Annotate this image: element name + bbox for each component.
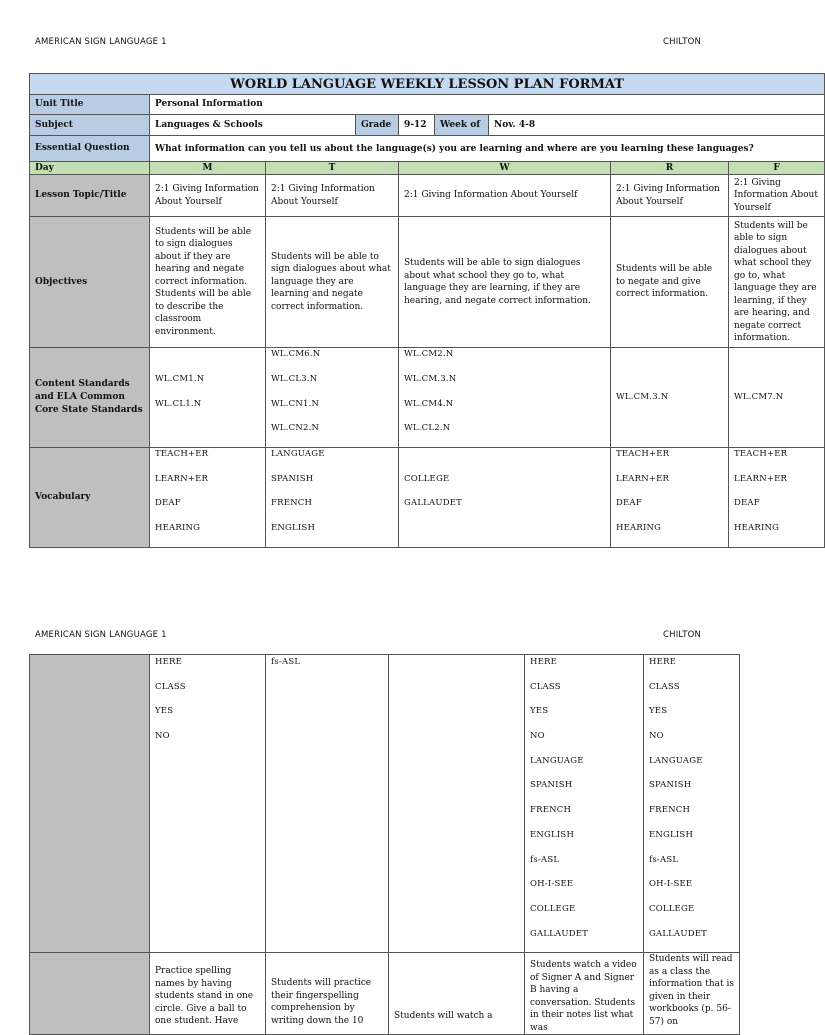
standard-item: WL.CL2.N <box>404 423 451 434</box>
standard-item: WL.CL1.N <box>155 398 202 409</box>
objective-w: Students will be able to sign dialogues about what school they go to, what language they are learning, if they are hearing, and negate correct information. <box>399 217 611 348</box>
vocab-item: COLLEGE <box>649 903 695 914</box>
vocab-item: OH-I-SEE <box>530 879 574 890</box>
topic-t: 2:1 Giving Information About Yourself <box>266 175 399 217</box>
vocabulary-label-continued <box>30 655 150 953</box>
activity-f: Students will read as a class the information that is given in their workbooks (p. 56-57) on <box>644 953 740 1035</box>
vocab-w <box>399 448 611 548</box>
vocab-item: FRENCH <box>530 805 572 816</box>
standard-item: WL.CN2.N <box>271 423 320 434</box>
objective-m: Students will be able to sign dialogues about if they are hearing and negate correct information. Students will be able to describe the classroom environment. <box>150 217 266 348</box>
lesson-plan-table <box>29 73 825 548</box>
vocab-item: NO <box>649 731 664 742</box>
grade-value: 9-12 <box>399 115 435 136</box>
vocab-item: FRENCH <box>271 498 313 509</box>
vocab-item: TEACH+ER <box>616 449 670 459</box>
standard-item: WL.CM6.N <box>271 349 321 360</box>
standard-item: WL.CM.3.N <box>404 373 457 384</box>
essential-question-value: What information can you tell us about the language(s) you are learning and where are you learning these languages? <box>150 136 825 162</box>
day-header-r: R <box>611 162 729 175</box>
activity-t: Students will practice their fingerspelling comprehension by writing down the 10 <box>266 953 389 1035</box>
activity-w: Students will watch a <box>389 953 525 1035</box>
standards-r: WL.CM.3.N <box>611 348 729 448</box>
page2-header-left: AMERICAN SIGN LANGUAGE 1 <box>35 630 167 640</box>
vocab-item: NO <box>155 731 170 742</box>
vocab-item: CLASS <box>530 681 561 692</box>
vocab-item: ENGLISH <box>271 523 316 534</box>
standard-item: WL.CM1.N <box>155 373 205 384</box>
page-header-right: CHILTON <box>663 37 702 47</box>
plan-title: WORLD LANGUAGE WEEKLY LESSON PLAN FORMAT <box>30 74 825 95</box>
day-label: Day <box>30 162 150 175</box>
unit-title-label: Unit Title <box>30 95 150 115</box>
week-value: Nov. 4-8 <box>489 115 825 136</box>
objectives-label: Objectives <box>30 217 150 348</box>
vocab-item: HERE <box>649 657 677 667</box>
standards-t <box>266 348 399 448</box>
objective-t: Students will be able to sign dialogues about what language they are learning and negate correct information. <box>266 217 399 348</box>
vocab-item: TEACH+ER <box>734 449 788 459</box>
standard-item: WL.CN1.N <box>271 398 320 409</box>
vocab-item: YES <box>649 706 668 717</box>
topic-f: 2:1 Giving Information About Yourself <box>729 175 825 217</box>
vocab-item: HERE <box>530 657 558 667</box>
vocab-item: HEARING <box>155 523 201 534</box>
vocab-item: CLASS <box>649 681 680 692</box>
lesson-plan-table-continued <box>29 654 740 1035</box>
activity-m: Practice spelling names by having students stand in one circle. Give a ball to one student. Have <box>150 953 266 1035</box>
vocab-item: LANGUAGE <box>271 449 325 459</box>
vocab2-t <box>266 655 389 953</box>
subject-value: Languages & Schools <box>150 115 356 136</box>
vocab-item: COLLEGE <box>404 473 450 484</box>
vocab-item: FRENCH <box>649 805 691 816</box>
vocab-f <box>729 448 825 548</box>
vocab-item: SPANISH <box>530 780 573 791</box>
vocab2-m <box>150 655 266 953</box>
topic-m: 2:1 Giving Information About Yourself <box>150 175 266 217</box>
subject-label: Subject <box>30 115 150 136</box>
vocab-item: SPANISH <box>649 780 692 791</box>
page2-header-right: CHILTON <box>663 630 702 640</box>
day-header-f: F <box>729 162 825 175</box>
grade-label: Grade <box>356 115 399 136</box>
vocab-item: NO <box>530 731 545 742</box>
week-label: Week of <box>435 115 489 136</box>
page-header-left: AMERICAN SIGN LANGUAGE 1 <box>35 37 167 47</box>
standard-item: WL.CM2.N <box>404 349 454 360</box>
vocab-t <box>266 448 399 548</box>
vocab-r <box>611 448 729 548</box>
standards-label: Content Standards and ELA Common Core State Standards <box>30 348 150 448</box>
topic-w: 2:1 Giving Information About Yourself <box>399 175 611 217</box>
vocab-item: GALLAUDET <box>649 928 708 939</box>
day-header-w: W <box>399 162 611 175</box>
vocab-item: HEARING <box>616 523 662 534</box>
vocab-item: HERE <box>155 657 183 667</box>
vocab-item: SPANISH <box>271 473 314 484</box>
vocab-item: COLLEGE <box>530 903 576 914</box>
standard-item: WL.CM4.N <box>404 398 454 409</box>
vocab-item: DEAF <box>734 498 760 509</box>
standards-m <box>150 348 266 448</box>
lesson-topic-label: Lesson Topic/Title <box>30 175 150 217</box>
day-header-t: T <box>266 162 399 175</box>
activities-label <box>30 953 150 1035</box>
standards-f: WL.CM7.N <box>729 348 825 448</box>
activity-r: Students watch a video of Signer A and Signer B having a conversation. Students in their notes list what was <box>525 953 644 1035</box>
vocab2-r <box>525 655 644 953</box>
vocab-item: DEAF <box>616 498 642 509</box>
essential-question-label: Essential Question <box>30 136 150 162</box>
vocab-item: OH-I-SEE <box>649 879 693 890</box>
objective-f: Students will be able to sign dialogues about what school they go to, what language they are learning, if they are hearing, and negate correct information. <box>729 217 825 348</box>
vocab-item: fs-ASL <box>271 657 301 667</box>
vocab-item: GALLAUDET <box>530 928 589 939</box>
objective-r: Students will be able to negate and give correct information. <box>611 217 729 348</box>
vocab-item: fs-ASL <box>649 854 679 865</box>
vocab-item: DEAF <box>155 498 181 509</box>
vocab-item: TEACH+ER <box>155 449 209 459</box>
vocab-item: fs-ASL <box>530 854 560 865</box>
vocab-m <box>150 448 266 548</box>
standards-w <box>399 348 611 448</box>
vocab-item: LANGUAGE <box>530 755 584 766</box>
vocab-item: LANGUAGE <box>649 755 703 766</box>
topic-r: 2:1 Giving Information About Yourself <box>611 175 729 217</box>
day-header-m: M <box>150 162 266 175</box>
vocab2-f <box>644 655 740 953</box>
vocab-item: YES <box>155 706 174 717</box>
vocab-item: LEARN+ER <box>734 473 788 484</box>
vocab-item: HEARING <box>734 523 780 534</box>
vocabulary-label: Vocabulary <box>30 448 150 548</box>
vocab-item: CLASS <box>155 681 186 692</box>
vocab-item: GALLAUDET <box>404 498 463 509</box>
vocab-item: ENGLISH <box>530 829 575 840</box>
standard-item: WL.CL3.N <box>271 373 318 384</box>
vocab-item: ENGLISH <box>649 829 694 840</box>
vocab-item: LEARN+ER <box>616 473 670 484</box>
vocab2-w <box>389 655 525 953</box>
unit-title-value: Personal Information <box>150 95 825 115</box>
vocab-item: YES <box>530 706 549 717</box>
vocab-item: LEARN+ER <box>155 473 209 484</box>
